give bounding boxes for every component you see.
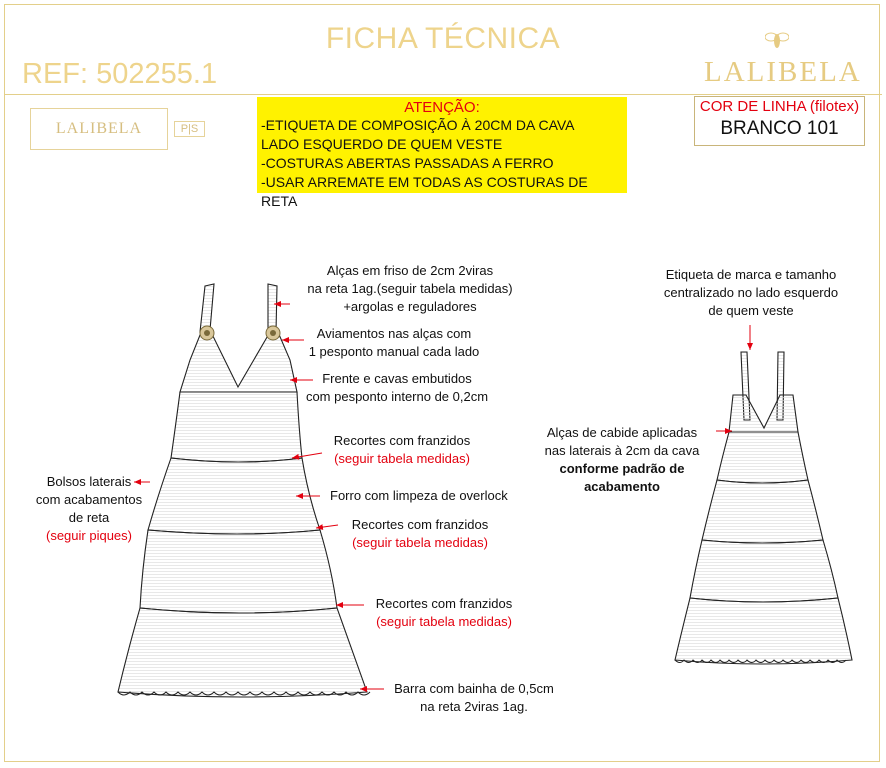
note-straps: [292, 262, 528, 316]
note-line: na reta 2viras 1ag.: [420, 699, 528, 714]
front-strap-left: [200, 284, 214, 332]
note-line: Bolsos laterais: [46, 474, 132, 489]
front-tier-2: [148, 458, 320, 534]
note-line: com pesponto interno de 0,2cm: [305, 389, 489, 404]
front-bodice: [180, 330, 297, 392]
note-line: na reta 1ag.(seguir tabela medidas): [307, 281, 513, 296]
note-line: (seguir tabela medidas): [352, 535, 488, 550]
note-seam-3: [364, 595, 524, 631]
back-bodice: [729, 395, 798, 432]
note-line: acabamento: [584, 479, 660, 494]
brand-label-sample: LALIBELA: [30, 108, 168, 150]
back-tier-4: [675, 598, 852, 664]
front-tier-3: [140, 530, 337, 613]
strap-ornament-right-icon: [266, 326, 280, 340]
back-tier-2: [702, 480, 823, 543]
note-line: (seguir tabela medidas): [376, 614, 512, 629]
note-seam-2: [340, 516, 500, 552]
note-front: [296, 370, 498, 406]
note-line: 1 pesponto manual cada lado: [308, 344, 480, 359]
note-line: de reta: [68, 510, 110, 525]
note-hangers: [530, 424, 714, 496]
note-seam-1: [322, 432, 482, 468]
note-pockets: [24, 473, 154, 545]
note-brand-label: [650, 266, 852, 320]
back-tier-1: [717, 432, 808, 483]
note-line: conforme padrão de: [559, 461, 685, 476]
note-lining: Forro com limpeza de overlock: [330, 488, 508, 503]
note-line: Frente e cavas embutidos: [322, 371, 472, 386]
brand-logo: LALIBELA: [704, 56, 862, 88]
note-trims: [304, 325, 484, 361]
front-tier-4: [118, 608, 367, 697]
page-title: FICHA TÉCNICA: [325, 22, 561, 55]
note-line: de quem veste: [708, 303, 794, 318]
thread-color-value: BRANCO 101: [720, 118, 839, 139]
note-line: Recortes com franzidos: [351, 517, 489, 532]
note-line: Etiqueta de marca e tamanho: [665, 267, 837, 282]
size-label-sample: P|S: [174, 121, 205, 137]
note-line: Recortes com franzidos: [375, 596, 513, 611]
back-tier-3: [690, 540, 838, 602]
reference-code: REF: 502255.1: [22, 58, 218, 90]
attention-line: -USAR ARREMATE EM TODAS AS COSTURAS DE RETA: [261, 174, 588, 209]
attention-heading: ATENÇÃO:: [404, 99, 480, 116]
thread-color-label: COR DE LINHA (filotex): [699, 98, 860, 115]
note-hem: [382, 680, 566, 716]
front-tier-1: [171, 392, 302, 462]
attention-line: -COSTURAS ABERTAS PASSADAS A FERRO: [261, 155, 554, 171]
note-line: Alças de cabide aplicadas: [546, 425, 698, 440]
note-line: +argolas e reguladores: [343, 299, 477, 314]
note-line: centralizado no lado esquerdo: [663, 285, 839, 300]
strap-ornament-left-icon: [200, 326, 214, 340]
note-line: Barra com bainha de 0,5cm: [394, 681, 554, 696]
attention-line: LADO ESQUERDO DE QUEM VESTE: [261, 136, 503, 152]
note-line: Alças em friso de 2cm 2viras: [326, 263, 494, 278]
back-dress-sketch: [675, 352, 852, 664]
note-line: nas laterais à 2cm da cava: [544, 443, 700, 458]
note-line: Aviamentos nas alças com: [316, 326, 472, 341]
attention-line: -ETIQUETA DE COMPOSIÇÃO À 20CM DA CAVA: [261, 117, 575, 133]
note-line: (seguir tabela medidas): [334, 451, 470, 466]
front-strap-right: [268, 284, 277, 332]
note-line: com acabamentos: [35, 492, 143, 507]
note-line: Recortes com franzidos: [333, 433, 471, 448]
note-line: (seguir piques): [46, 528, 132, 543]
